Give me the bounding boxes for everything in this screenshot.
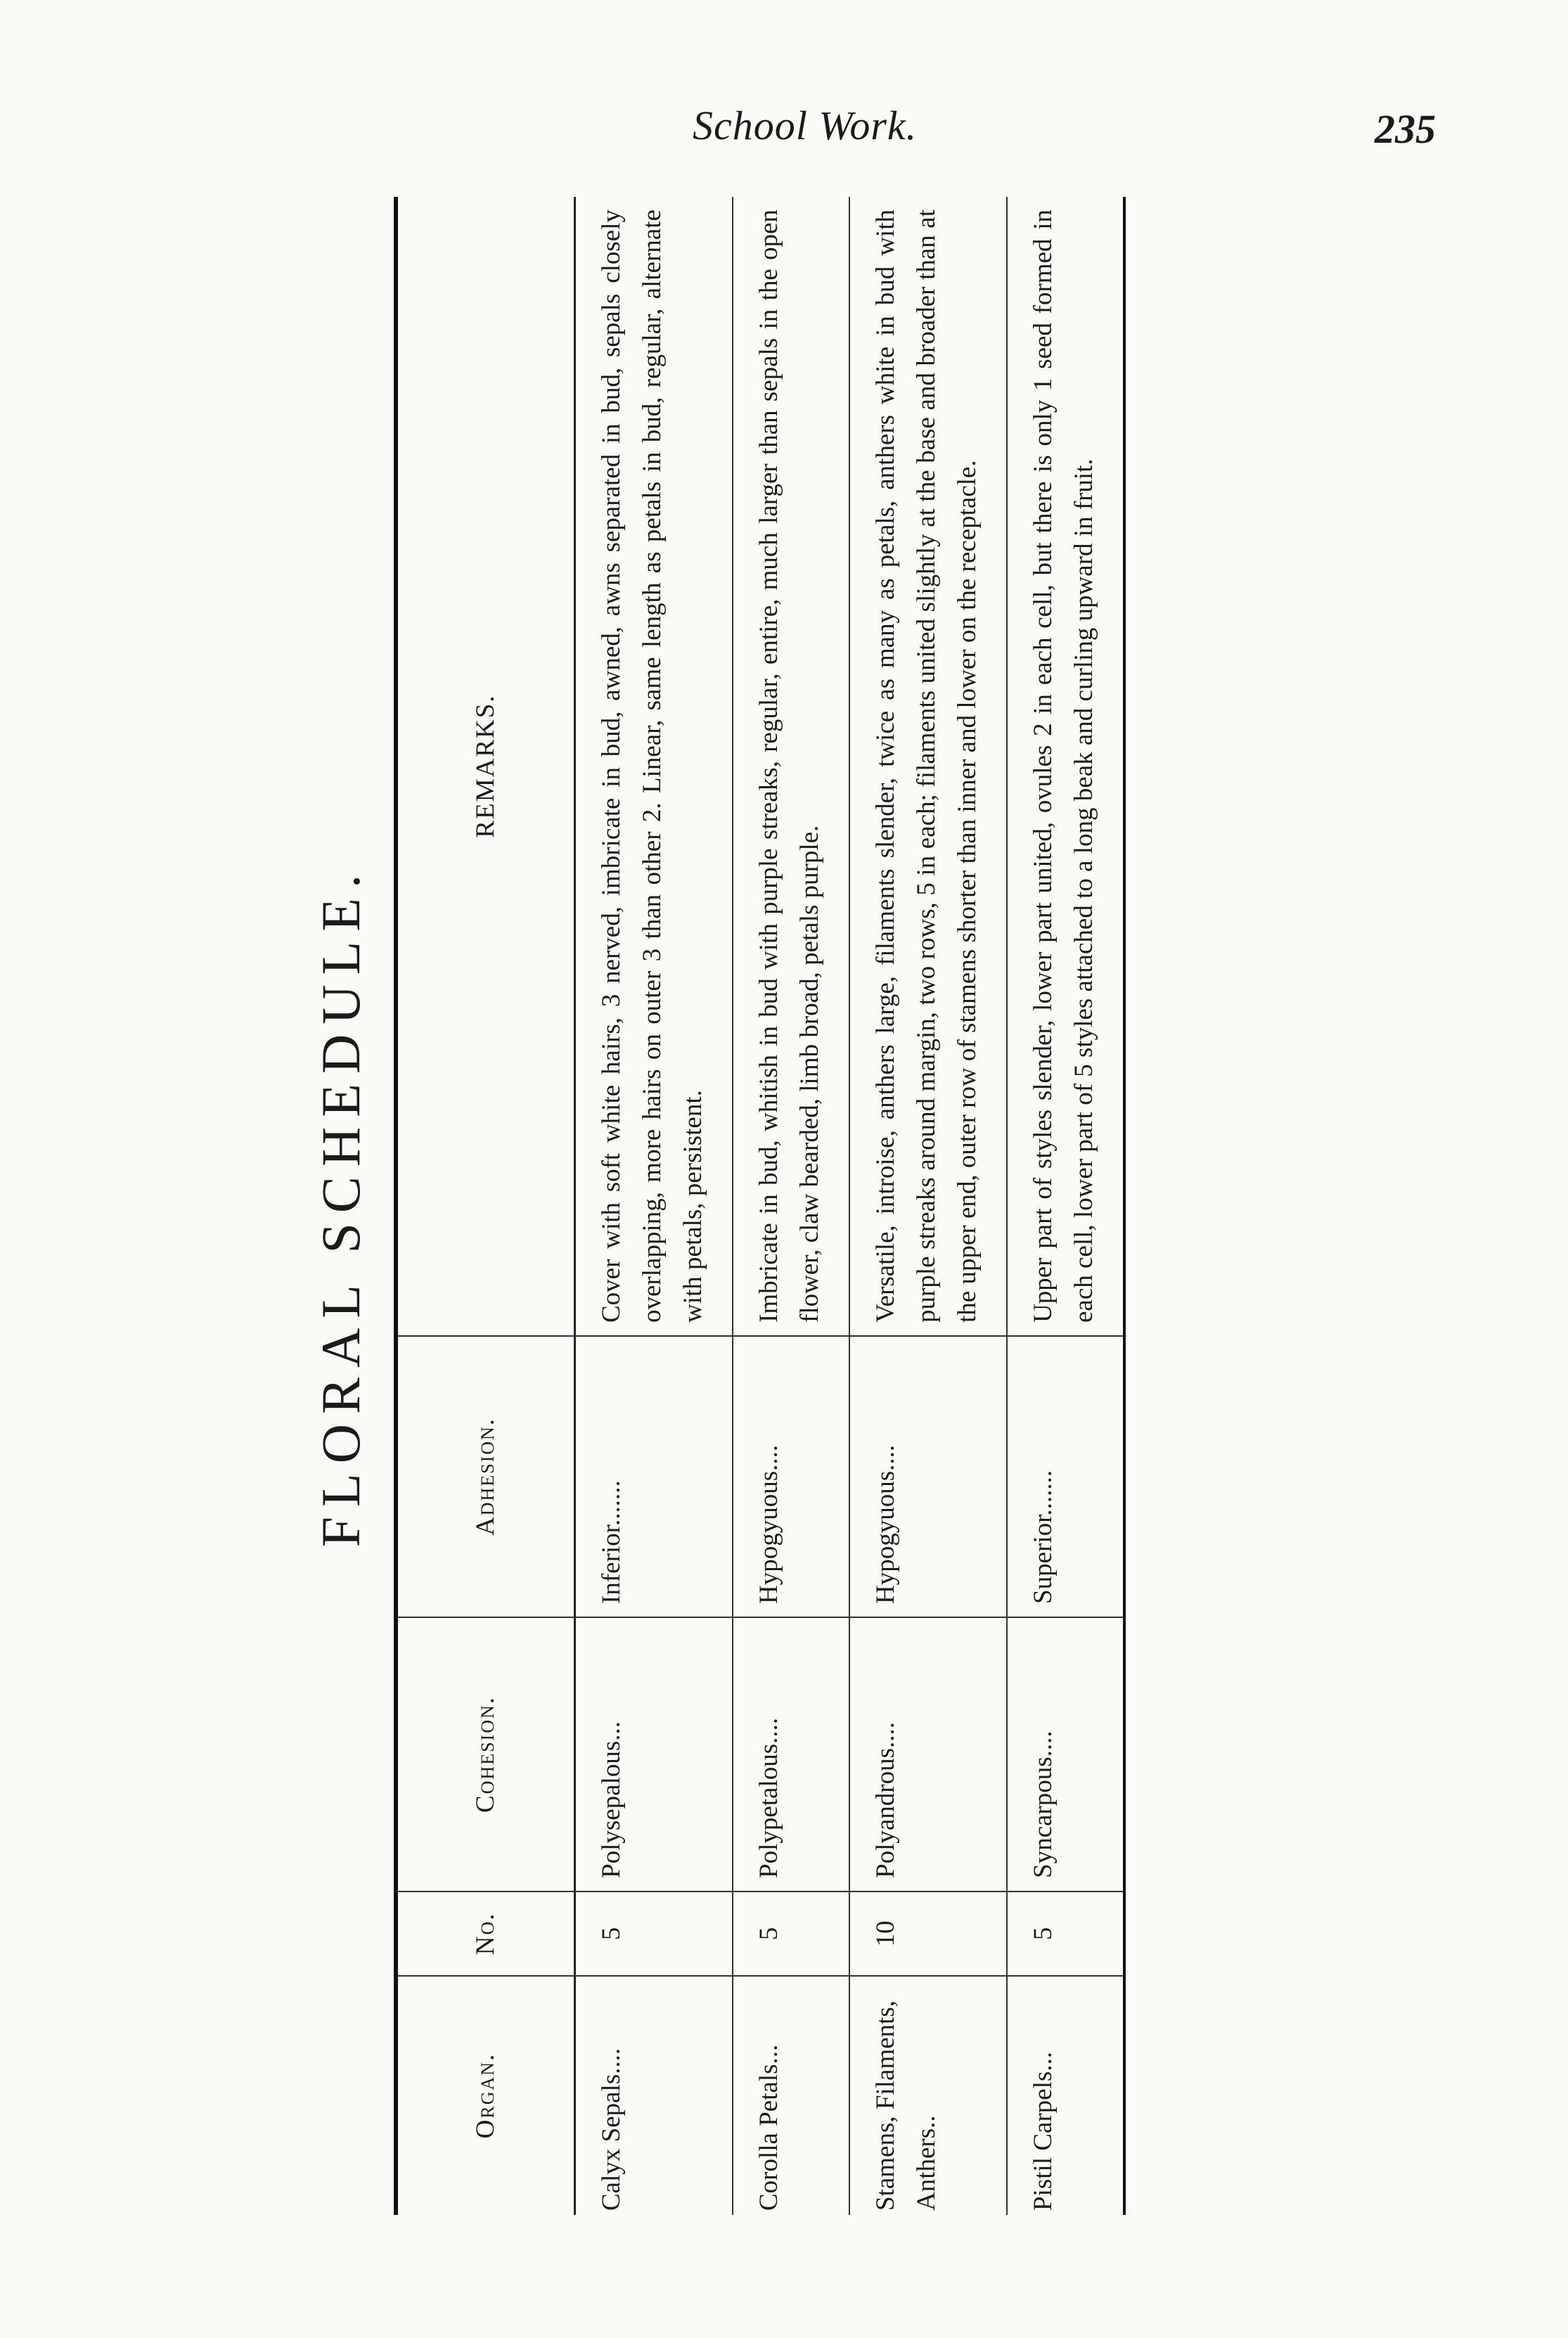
header-row	[396, 197, 575, 2215]
cell-cohesion: Polyandrous....	[849, 1617, 1007, 1891]
cell-adhesion: Hypogyuous....	[733, 1336, 849, 1617]
cell-organ: Calyx Sepals....	[575, 1976, 733, 2215]
cell-adhesion: Hypogyuous....	[849, 1336, 1007, 1617]
schedule-title: FLORAL SCHEDULE.	[310, 864, 371, 1548]
cell-organ: Pistil Carpels...	[1007, 1976, 1124, 2215]
table-row	[575, 197, 733, 2215]
header-adhesion: Adhesion.	[396, 1336, 575, 1617]
cell-organ: Corolla Petals...	[733, 1976, 849, 2215]
cell-remarks: Imbricate in bud, whitish in bud with purple streaks, regular, entire, much larger than sepals in the open flower, claw bearded, limb broad, petals purple.	[733, 197, 849, 1336]
rotated-schedule	[302, 197, 1357, 2215]
header-remarks: REMARKS.	[396, 197, 575, 1336]
cell-organ: Stamens, Filaments, Anthers..	[849, 1976, 1007, 2215]
floral-schedule-table	[394, 197, 1126, 2215]
table-row	[849, 197, 1007, 2215]
header-cohesion: Cohesion.	[396, 1617, 575, 1891]
page-number: 235	[1375, 106, 1436, 152]
cell-remarks: Versatile, introise, anthers large, filaments slender, twice as many as petals, anthers white in bud with purple streaks around margin, two rows, 5 in each; filaments united slightly at the base and broader than at the upper end, outer row of stamens shorter than inner and lower on the receptacle.	[849, 197, 1007, 1336]
running-head: School Work.	[693, 103, 918, 148]
table-row	[1007, 197, 1124, 2215]
cell-adhesion: Superior.......	[1007, 1336, 1124, 1617]
header-no: No.	[396, 1891, 575, 1976]
cell-no: 5	[1007, 1891, 1124, 1976]
cell-cohesion: Syncarpous....	[1007, 1617, 1124, 1891]
cell-cohesion: Polysepalous...	[575, 1617, 733, 1891]
cell-remarks: Upper part of styles slender, lower part united, ovules 2 in each cell, but there is only 1 seed formed in each cell, lower part of 5 styles attached to a long beak and curling upward in fruit.	[1007, 197, 1124, 1336]
cell-no: 5	[575, 1891, 733, 1976]
cell-adhesion: Inferior.......	[575, 1336, 733, 1617]
table-row	[733, 197, 849, 2215]
cell-cohesion: Polypetalous....	[733, 1617, 849, 1891]
cell-remarks: Cover with soft white hairs, 3 nerved, imbricate in bud, awned, awns separated in bud, sepals closely overlapping, more hairs on outer 3 than other 2. Linear, same length as petals in bud, regular, alternate with petals, persistent.	[575, 197, 733, 1336]
header-organ: Organ.	[396, 1976, 575, 2215]
cell-no: 10	[849, 1891, 1007, 1976]
cell-no: 5	[733, 1891, 849, 1976]
